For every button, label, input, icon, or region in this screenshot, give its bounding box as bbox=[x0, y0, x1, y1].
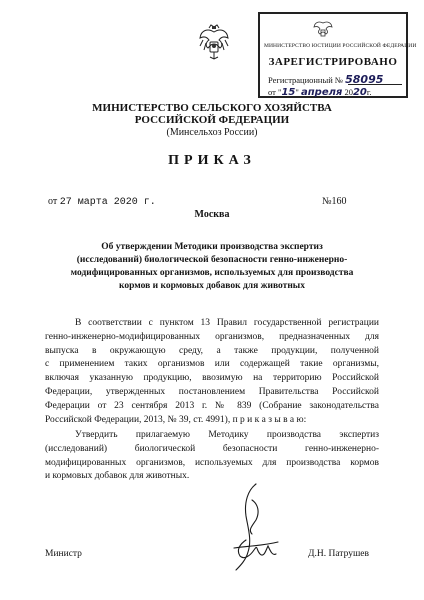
order-number-label: № bbox=[322, 196, 332, 207]
order-title-line: кормов и кормовых добавок для животных bbox=[119, 281, 305, 291]
stamp-date-month: апреля bbox=[301, 87, 343, 98]
stamp-date-day: 15 bbox=[281, 87, 296, 98]
stamp-emblem-icon bbox=[312, 18, 334, 40]
stamp-date-year-hand: 20 bbox=[352, 87, 367, 98]
stamp-reg-number: 58095 bbox=[345, 73, 384, 86]
stamp-date-suffix: г. bbox=[366, 87, 372, 97]
paragraph-line: Утвердить прилагаемую Методику производства экспертиз bbox=[75, 430, 379, 440]
stamp-date-prefix: от bbox=[268, 87, 276, 97]
order-title-line: Об утверждении Методики производства экспертиз bbox=[101, 242, 323, 252]
order-number bbox=[322, 196, 347, 207]
signatory-title: Министр bbox=[45, 549, 82, 559]
order-title-line: (исследований) биологической безопасности генно-инженерно- bbox=[76, 255, 348, 265]
stamp-reg-label: Регистрационный № bbox=[268, 75, 343, 85]
paragraph-line: Федерации от 23 сентября 2013 г. № 839 (Собрание законодательства bbox=[45, 400, 379, 411]
paragraph-line: с применением таких организмов или содержащей такие организмы, bbox=[45, 359, 379, 370]
order-date-value: 27 марта 2020 г. bbox=[59, 197, 156, 208]
paragraph-line: генно-инженерно-модифицированных организмов, предназначенных для bbox=[45, 331, 379, 342]
paragraph-line: В соответствии с пунктом 13 Правил государственной регистрации bbox=[75, 318, 379, 328]
paragraph-line: (исследований) биологической безопасности генно-инженерно- bbox=[45, 443, 379, 454]
stamp-date-year: 20 bbox=[344, 87, 353, 97]
body-paragraph-1 bbox=[45, 317, 379, 427]
signatory-name: Д.Н. Патрушев bbox=[308, 549, 369, 559]
stamp-date-row: от "15" апреля 2020г. bbox=[268, 87, 372, 98]
paragraph-line: выпуска в окружающую среду, а также продукции, полученной bbox=[45, 345, 379, 356]
stamp-ministry: МИНИСТЕРСТВО ЮСТИЦИИ РОССИЙСКОЙ ФЕДЕРАЦИИ bbox=[264, 43, 417, 49]
paragraph-line: Российской Федерации, 2013, № 39, ст. 4991), п р и к а з ы в а ю: bbox=[45, 414, 307, 425]
paragraph-line: и кормовых добавок для животных. bbox=[45, 471, 190, 482]
coat-of-arms-emblem bbox=[198, 24, 230, 62]
order-city: Москва bbox=[194, 209, 230, 220]
ministry-name-line1: МИНИСТЕРСТВО СЕЛЬСКОГО ХОЗЯЙСТВА bbox=[92, 102, 332, 114]
stamp-registered: ЗАРЕГИСТРИРОВАНО bbox=[268, 56, 398, 68]
ministry-short-name: (Минсельхоз России) bbox=[166, 127, 258, 138]
order-date bbox=[48, 196, 156, 208]
order-date-prefix: от bbox=[48, 196, 58, 207]
handwritten-signature bbox=[226, 480, 286, 580]
ministry-name-line2: РОССИЙСКОЙ ФЕДЕРАЦИИ bbox=[134, 114, 290, 126]
paragraph-line: Федерации, утвержденных постановлением Правительства Российской bbox=[45, 386, 379, 397]
document-type: ПРИКАЗ bbox=[168, 153, 256, 168]
registration-stamp bbox=[258, 12, 417, 98]
paragraph-line: включая указанную продукцию, ввозимую на территорию Российской bbox=[45, 373, 379, 384]
paragraph-line: модифицированных организмов, используемых для производства кормов bbox=[45, 457, 379, 468]
order-number-value: 160 bbox=[331, 196, 347, 207]
order-title-line: модифицированных организмов, используемых для производства bbox=[70, 268, 354, 278]
body-paragraph-2 bbox=[45, 429, 379, 484]
